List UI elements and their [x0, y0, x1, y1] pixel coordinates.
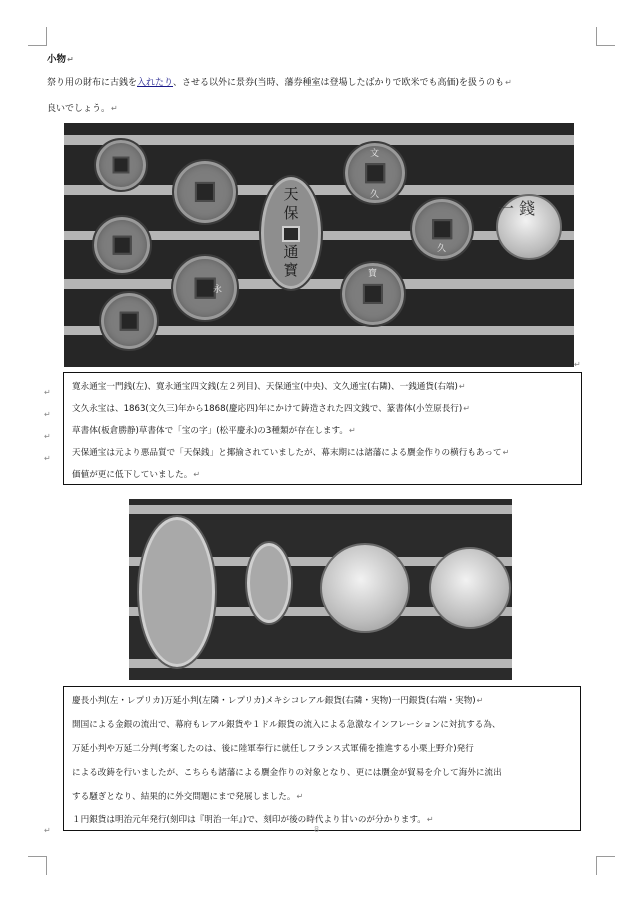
- bunkyu-coin: 久: [410, 197, 474, 261]
- keicho-koban: [137, 515, 217, 669]
- caption-box-coins: [63, 372, 582, 485]
- crop-mark-bottom-right: [596, 856, 615, 875]
- caption-line: 価値が更に低下していました。↵: [72, 470, 201, 480]
- caption-line: １円銀貨は明治元年発行(刻印は『明治一年』)で、刻印が後の時代より甘いのが分かります。↵: [72, 815, 434, 825]
- caption-line: 万延小判や万延二分判(考案したのは、後に陸軍奉行に就任しフランス式軍備を推進する小栗上野介)発行: [72, 744, 474, 754]
- crop-mark-top-left: [28, 27, 47, 46]
- caption-box-koban: [63, 686, 581, 831]
- kanei-four-mon-coin: [172, 159, 238, 225]
- paragraph-mark: ↵: [44, 826, 51, 835]
- koban-and-silver-coins-photo[interactable]: [129, 499, 512, 680]
- one-yen-silver-coin: [429, 547, 511, 629]
- section-heading: 小物↵: [47, 54, 74, 65]
- hyperlink-text[interactable]: 入れたり: [137, 78, 174, 88]
- bunkyu-coin: 文 久: [343, 141, 407, 205]
- one-sen-coin: 一 錢: [496, 194, 562, 260]
- tenpo-tsuho-coin: 天 保 通 寳: [259, 175, 323, 291]
- crop-mark-top-right: [596, 27, 615, 46]
- caption-line: 天保通宝は元より悪品質で「天保銭」と揶揄されていましたが、幕末期には諸藩による贋金作りの横行もあって↵: [72, 448, 510, 458]
- caption-line: 寛永通宝一門銭(左)、寛永通宝四文銭(左２列目)、天保通宝(中央)、文久通宝(右隣)、一銭通貨(右端)↵: [72, 382, 466, 392]
- intro-paragraph: 祭り用の財布に古銭を入れたり、させる以外に景券(当時、藩券種室は登場したばかりで欧米でも高価)を扱うのも↵ 良いでしょう。↵: [47, 78, 512, 114]
- caption-line: による改鋳を行いましたが、こちらも諸藩による贋金作りの対象となり、更には贋金が貿易を介して海外に流出: [72, 768, 502, 778]
- paragraph-mark: ↵: [44, 410, 51, 419]
- coins-photo[interactable]: [64, 123, 574, 367]
- manen-koban: [245, 541, 293, 625]
- page-number: 8: [314, 825, 320, 834]
- paragraph-mark: ↵: [44, 454, 51, 463]
- caption-line: する騒ぎとなり、結果的に外交問題にまで発展しました。↵: [72, 792, 304, 802]
- caption-line: 慶長小判(左・レプリカ)万延小判(左隣・レプリカ)メキシコレアル銀貨(右隣・実物)一円銀貨(右端・実物)↵: [72, 696, 484, 706]
- kanei-coin: [92, 215, 152, 275]
- crop-mark-bottom-left: [28, 856, 47, 875]
- mexican-real-silver-coin: [320, 543, 410, 633]
- caption-line: 草書体(板倉勝静)草書体で「宝の字」(松平慶永)の3種類が存在します。↵: [72, 426, 356, 436]
- caption-line: 開国による金銀の流出で、幕府もレアル銀貨や１ドル銀貨の流入による急激なインフレーションに対抗する為、: [72, 720, 501, 730]
- bunkyu-coin: 寶: [340, 261, 406, 327]
- kanei-coin: [94, 138, 148, 192]
- kanei-four-mon-coin: 永: [171, 254, 239, 322]
- caption-line: 文久永宝は、1863(文久三)年から1868(慶応四)年にかけて鋳造された四文銭で、篆書体(小笠原長行)↵: [72, 404, 470, 414]
- paragraph-mark: ↵: [574, 360, 581, 369]
- paragraph-mark: ↵: [44, 388, 51, 397]
- paragraph-mark: ↵: [44, 432, 51, 441]
- kanei-coin: [99, 291, 159, 351]
